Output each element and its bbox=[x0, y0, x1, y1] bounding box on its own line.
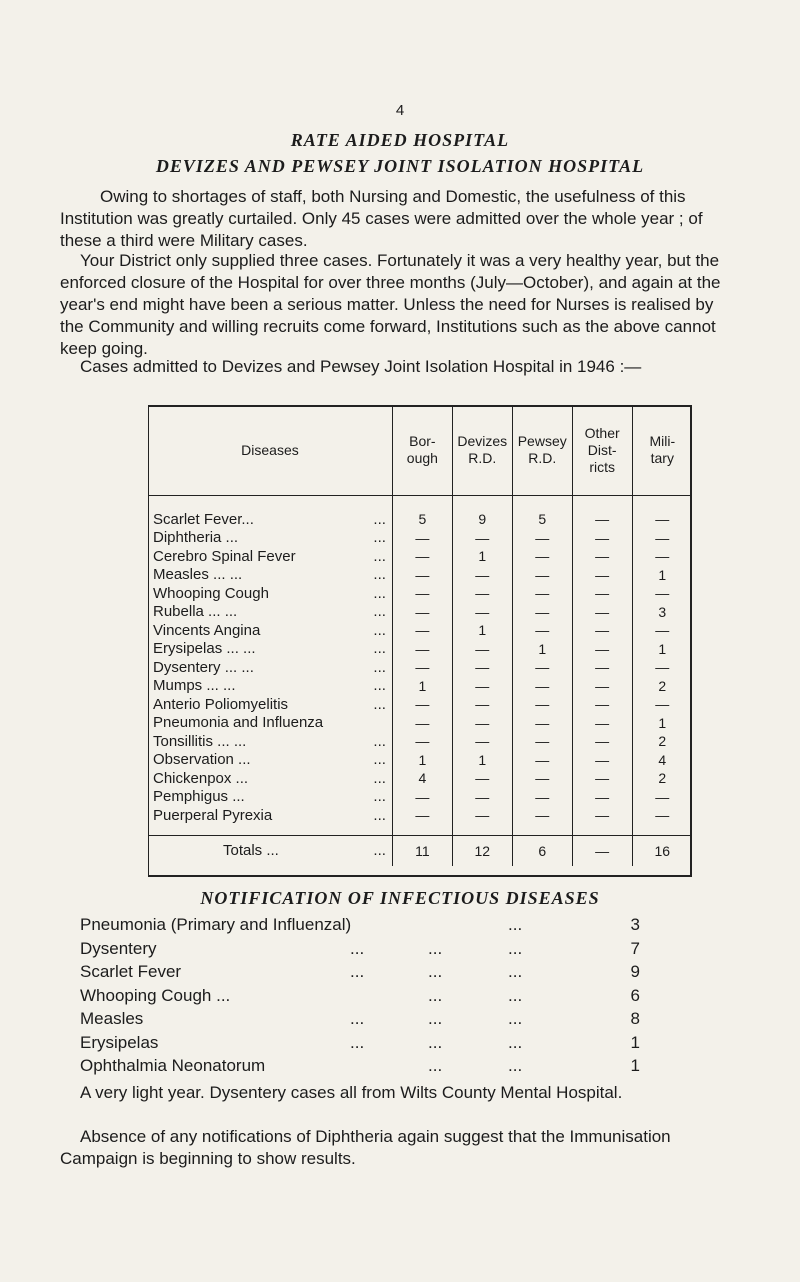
header-pewsey-rd: Pewsey R.D. bbox=[512, 405, 572, 496]
disease-cell bbox=[148, 621, 392, 640]
value-cell: — bbox=[392, 732, 452, 751]
value-cell: — bbox=[632, 496, 692, 529]
value-cell: 2 bbox=[632, 677, 692, 696]
leader-dots: ... bbox=[428, 938, 443, 958]
leader-dots: ... bbox=[508, 962, 523, 981]
disease-name: Chickenpox ... bbox=[153, 769, 249, 787]
leader-dots: ... bbox=[373, 769, 386, 787]
disease-cell bbox=[148, 584, 392, 603]
value-cell: — bbox=[392, 695, 452, 714]
value-cell: — bbox=[632, 621, 692, 640]
value-cell: 5 bbox=[512, 496, 572, 529]
value-cell: — bbox=[512, 621, 572, 640]
table-row bbox=[148, 640, 692, 659]
value-cell: — bbox=[572, 658, 632, 677]
leader-dots: ... bbox=[428, 1009, 443, 1028]
table-row bbox=[148, 788, 692, 807]
value-cell: 2 bbox=[632, 769, 692, 788]
value-cell: — bbox=[452, 806, 512, 835]
disease-cell bbox=[148, 603, 392, 622]
value-cell: 3 bbox=[632, 603, 692, 622]
paragraph-district-cases bbox=[60, 250, 740, 360]
value-cell: 1 bbox=[632, 566, 692, 585]
value-cell: 6 bbox=[512, 835, 572, 866]
list-item bbox=[80, 915, 640, 939]
disease-name: Mumps ... ... bbox=[153, 677, 236, 695]
list-item bbox=[80, 962, 640, 986]
value-cell: — bbox=[452, 566, 512, 585]
value-cell: 16 bbox=[632, 835, 692, 866]
header-military: Mili- tary bbox=[632, 405, 692, 496]
heading-isolation-hospital: DEVIZES AND PEWSEY JOINT ISOLATION HOSPITAL bbox=[155, 156, 645, 176]
value-cell: 1 bbox=[392, 751, 452, 770]
leader-dots: ... bbox=[373, 658, 386, 676]
table-row bbox=[148, 732, 692, 751]
header-devizes-rd: Devizes R.D. bbox=[452, 405, 512, 496]
disease-cell bbox=[148, 496, 392, 529]
value-cell: — bbox=[572, 732, 632, 751]
leader-dots: ... bbox=[373, 842, 386, 859]
value-cell: — bbox=[452, 769, 512, 788]
disease-cell bbox=[148, 695, 392, 714]
value-cell: — bbox=[512, 714, 572, 733]
paragraph-light-year-text: A very light year. Dysentery cases all from Wilts County Mental Hospital. bbox=[80, 1083, 623, 1102]
value-cell: 4 bbox=[392, 769, 452, 788]
leader-dots: ... bbox=[373, 640, 386, 658]
value-cell: — bbox=[572, 788, 632, 807]
value-cell: 1 bbox=[452, 751, 512, 770]
value-cell: — bbox=[632, 695, 692, 714]
disease-name: Observation ... bbox=[153, 751, 251, 769]
value-cell: — bbox=[632, 658, 692, 677]
paragraph-cases-admitted-text: Cases admitted to Devizes and Pewsey Joint Isolation Hospital in 1946 :— bbox=[80, 357, 642, 376]
value-cell: — bbox=[512, 677, 572, 696]
notification-disease: Whooping Cough ... bbox=[80, 985, 231, 1005]
leader-dots: ... bbox=[373, 806, 386, 824]
table-row bbox=[148, 769, 692, 788]
value-cell: — bbox=[392, 788, 452, 807]
value-cell: — bbox=[512, 566, 572, 585]
disease-name: Pneumonia and Influenza bbox=[153, 714, 324, 732]
value-cell: 1 bbox=[632, 640, 692, 659]
header-other-districts: Other Dist- ricts bbox=[572, 405, 632, 496]
value-cell: — bbox=[512, 584, 572, 603]
table-row bbox=[148, 695, 692, 714]
value-cell: — bbox=[572, 603, 632, 622]
disease-cell bbox=[148, 788, 392, 807]
notification-count: 1 bbox=[630, 1032, 640, 1052]
disease-name: Measles ... ... bbox=[153, 566, 243, 584]
notification-count: 8 bbox=[630, 1009, 640, 1028]
notification-disease: Erysipelas bbox=[80, 1032, 159, 1052]
value-cell: — bbox=[392, 584, 452, 603]
leader-dots: ... bbox=[373, 751, 386, 769]
table-row bbox=[148, 584, 692, 603]
disease-cell bbox=[148, 658, 392, 677]
table-row bbox=[148, 806, 692, 835]
header-diseases: Diseases bbox=[148, 405, 392, 496]
value-cell: — bbox=[392, 658, 452, 677]
table-row bbox=[148, 751, 692, 770]
disease-name: Dysentery ... ... bbox=[153, 658, 254, 676]
disease-cell bbox=[148, 547, 392, 566]
value-cell: — bbox=[572, 640, 632, 659]
value-cell: — bbox=[452, 788, 512, 807]
leader-dots: ... bbox=[428, 985, 443, 1005]
value-cell: — bbox=[512, 658, 572, 677]
leader-dots: ... bbox=[428, 1032, 443, 1052]
notification-disease: Scarlet Fever bbox=[80, 962, 182, 981]
value-cell: — bbox=[452, 677, 512, 696]
page-number: 4 bbox=[395, 102, 405, 119]
disease-name: Puerperal Pyrexia bbox=[153, 806, 273, 824]
value-cell: 4 bbox=[632, 751, 692, 770]
leader-dots: ... bbox=[428, 1056, 443, 1075]
value-cell: 11 bbox=[392, 835, 452, 866]
value-cell: — bbox=[572, 677, 632, 696]
value-cell: — bbox=[452, 529, 512, 548]
value-cell: — bbox=[452, 584, 512, 603]
table-row bbox=[148, 566, 692, 585]
value-cell: — bbox=[512, 769, 572, 788]
value-cell: — bbox=[572, 714, 632, 733]
value-cell: — bbox=[392, 603, 452, 622]
leader-dots: ... bbox=[350, 1009, 365, 1028]
value-cell: — bbox=[452, 658, 512, 677]
value-cell: — bbox=[572, 751, 632, 770]
cases-table bbox=[148, 405, 692, 866]
notification-list bbox=[80, 915, 640, 1080]
value-cell: — bbox=[392, 714, 452, 733]
leader-dots: ... bbox=[373, 603, 386, 621]
value-cell: — bbox=[512, 806, 572, 835]
value-cell: — bbox=[392, 529, 452, 548]
value-cell: — bbox=[452, 732, 512, 751]
header-borough: Bor- ough bbox=[392, 405, 452, 496]
value-cell: — bbox=[572, 496, 632, 529]
value-cell: 1 bbox=[632, 714, 692, 733]
value-cell: — bbox=[452, 640, 512, 659]
value-cell: 5 bbox=[392, 496, 452, 529]
table-row bbox=[148, 621, 692, 640]
cases-table-header bbox=[148, 405, 692, 496]
disease-name: Anterio Poliomyelitis bbox=[153, 695, 289, 713]
disease-name: Whooping Cough bbox=[153, 584, 269, 602]
notification-heading: NOTIFICATION OF INFECTIOUS DISEASES bbox=[200, 888, 600, 908]
value-cell: — bbox=[572, 584, 632, 603]
notification-disease: Measles bbox=[80, 1009, 144, 1028]
value-cell: — bbox=[512, 603, 572, 622]
table-row bbox=[148, 529, 692, 548]
list-item bbox=[80, 939, 640, 963]
value-cell: 1 bbox=[452, 547, 512, 566]
value-cell: — bbox=[392, 621, 452, 640]
paragraph-district-cases-text: Your District only supplied three cases. Fortunately it was a very healthy year, but the enforced closure of the Hospital for over three months (July—October), and again at the year's end might have been a serious matter. Unless the need for Nurses is realised by the Community and willing recruits come forward, Institutions such as the above cannot keep going. bbox=[60, 251, 721, 358]
disease-name: Rubella ... ... bbox=[153, 603, 238, 621]
value-cell: — bbox=[452, 603, 512, 622]
value-cell: 12 bbox=[452, 835, 512, 866]
leader-dots: ... bbox=[373, 510, 386, 528]
disease-cell bbox=[148, 640, 392, 659]
leader-dots: ... bbox=[373, 621, 386, 639]
leader-dots: ... bbox=[373, 547, 386, 565]
value-cell: — bbox=[512, 732, 572, 751]
value-cell: — bbox=[572, 529, 632, 548]
table-row bbox=[148, 714, 692, 733]
value-cell: — bbox=[392, 640, 452, 659]
leader-dots: ... bbox=[508, 1056, 523, 1075]
table-row bbox=[148, 496, 692, 529]
leader-dots: ... bbox=[508, 1032, 523, 1052]
leader-dots: ... bbox=[373, 566, 386, 584]
notification-count: 1 bbox=[630, 1056, 640, 1075]
leader-dots: ... bbox=[508, 985, 523, 1005]
leader-dots: ... bbox=[350, 1032, 365, 1052]
value-cell: — bbox=[572, 835, 632, 866]
paragraph-cases-admitted bbox=[60, 356, 740, 378]
disease-name: Erysipelas ... ... bbox=[153, 640, 256, 658]
disease-cell bbox=[148, 835, 392, 866]
notification-count: 6 bbox=[630, 985, 640, 1005]
disease-cell bbox=[148, 677, 392, 696]
value-cell: — bbox=[572, 695, 632, 714]
leader-dots: ... bbox=[428, 962, 443, 981]
disease-cell bbox=[148, 714, 392, 733]
leader-dots: ... bbox=[373, 677, 386, 695]
paragraph-staff-shortage bbox=[60, 186, 740, 252]
disease-cell bbox=[148, 732, 392, 751]
disease-name: Tonsillitis ... ... bbox=[153, 732, 247, 750]
disease-cell bbox=[148, 769, 392, 788]
notification-count: 7 bbox=[630, 938, 640, 958]
value-cell: — bbox=[632, 788, 692, 807]
value-cell: — bbox=[512, 788, 572, 807]
totals-row bbox=[148, 835, 692, 866]
notification-disease: Dysentery bbox=[80, 938, 157, 958]
list-item bbox=[80, 1009, 640, 1033]
value-cell: 1 bbox=[392, 677, 452, 696]
disease-cell bbox=[148, 566, 392, 585]
disease-name: Vincents Angina bbox=[153, 621, 261, 639]
heading-rate-aided-hospital: RATE AIDED HOSPITAL bbox=[290, 130, 510, 150]
value-cell: — bbox=[632, 584, 692, 603]
leader-dots: ... bbox=[508, 1009, 523, 1028]
table-row bbox=[148, 547, 692, 566]
notification-count: 9 bbox=[630, 962, 640, 981]
leader-dots: ... bbox=[508, 915, 523, 934]
value-cell: — bbox=[512, 751, 572, 770]
list-item bbox=[80, 1056, 640, 1080]
table-row bbox=[148, 603, 692, 622]
list-item bbox=[80, 986, 640, 1010]
paragraph-immunisation bbox=[60, 1126, 740, 1170]
leader-dots: ... bbox=[373, 695, 386, 713]
leader-dots: ... bbox=[350, 962, 365, 981]
leader-dots: ... bbox=[508, 938, 523, 958]
value-cell: — bbox=[572, 547, 632, 566]
value-cell: 2 bbox=[632, 732, 692, 751]
value-cell: — bbox=[572, 806, 632, 835]
disease-name: Pemphigus ... bbox=[153, 788, 245, 806]
disease-cell bbox=[148, 806, 392, 835]
disease-name: Diphtheria ... bbox=[153, 529, 239, 547]
value-cell: — bbox=[632, 806, 692, 835]
list-item bbox=[80, 1033, 640, 1057]
value-cell: — bbox=[452, 695, 512, 714]
value-cell: 1 bbox=[512, 640, 572, 659]
value-cell: — bbox=[632, 529, 692, 548]
disease-name: Cerebro Spinal Fever bbox=[153, 547, 296, 565]
value-cell: — bbox=[512, 695, 572, 714]
value-cell: — bbox=[392, 806, 452, 835]
value-cell: 1 bbox=[452, 621, 512, 640]
value-cell: — bbox=[572, 769, 632, 788]
value-cell: 9 bbox=[452, 496, 512, 529]
value-cell: — bbox=[572, 566, 632, 585]
leader-dots: ... bbox=[373, 529, 386, 547]
notification-disease: Ophthalmia Neonatorum bbox=[80, 1056, 266, 1075]
notification-disease: Pneumonia (Primary and Influenzal) bbox=[80, 915, 352, 934]
table-row bbox=[148, 677, 692, 696]
disease-name: Totals ... bbox=[223, 842, 279, 859]
disease-name: Scarlet Fever... bbox=[153, 510, 254, 528]
disease-cell bbox=[148, 751, 392, 770]
leader-dots: ... bbox=[373, 788, 386, 806]
paragraph-light-year bbox=[60, 1082, 740, 1104]
value-cell: — bbox=[512, 547, 572, 566]
disease-cell bbox=[148, 529, 392, 548]
value-cell: — bbox=[632, 547, 692, 566]
paragraph-staff-shortage-text: Owing to shortages of staff, both Nursing and Domestic, the usefulness of this Institution was greatly curtailed. Only 45 cases were admitted over the whole year ; of these a third were Military cases. bbox=[60, 187, 703, 250]
value-cell: — bbox=[392, 547, 452, 566]
value-cell: — bbox=[452, 714, 512, 733]
table-row bbox=[148, 658, 692, 677]
leader-dots: ... bbox=[350, 938, 365, 958]
value-cell: — bbox=[392, 566, 452, 585]
notification-count: 3 bbox=[630, 915, 640, 934]
leader-dots: ... bbox=[373, 584, 386, 602]
leader-dots: ... bbox=[373, 732, 386, 750]
value-cell: — bbox=[572, 621, 632, 640]
paragraph-immunisation-text: Absence of any notifications of Diphtheria again suggest that the Immunisation Campaign is beginning to show results. bbox=[60, 1127, 671, 1168]
value-cell: — bbox=[512, 529, 572, 548]
